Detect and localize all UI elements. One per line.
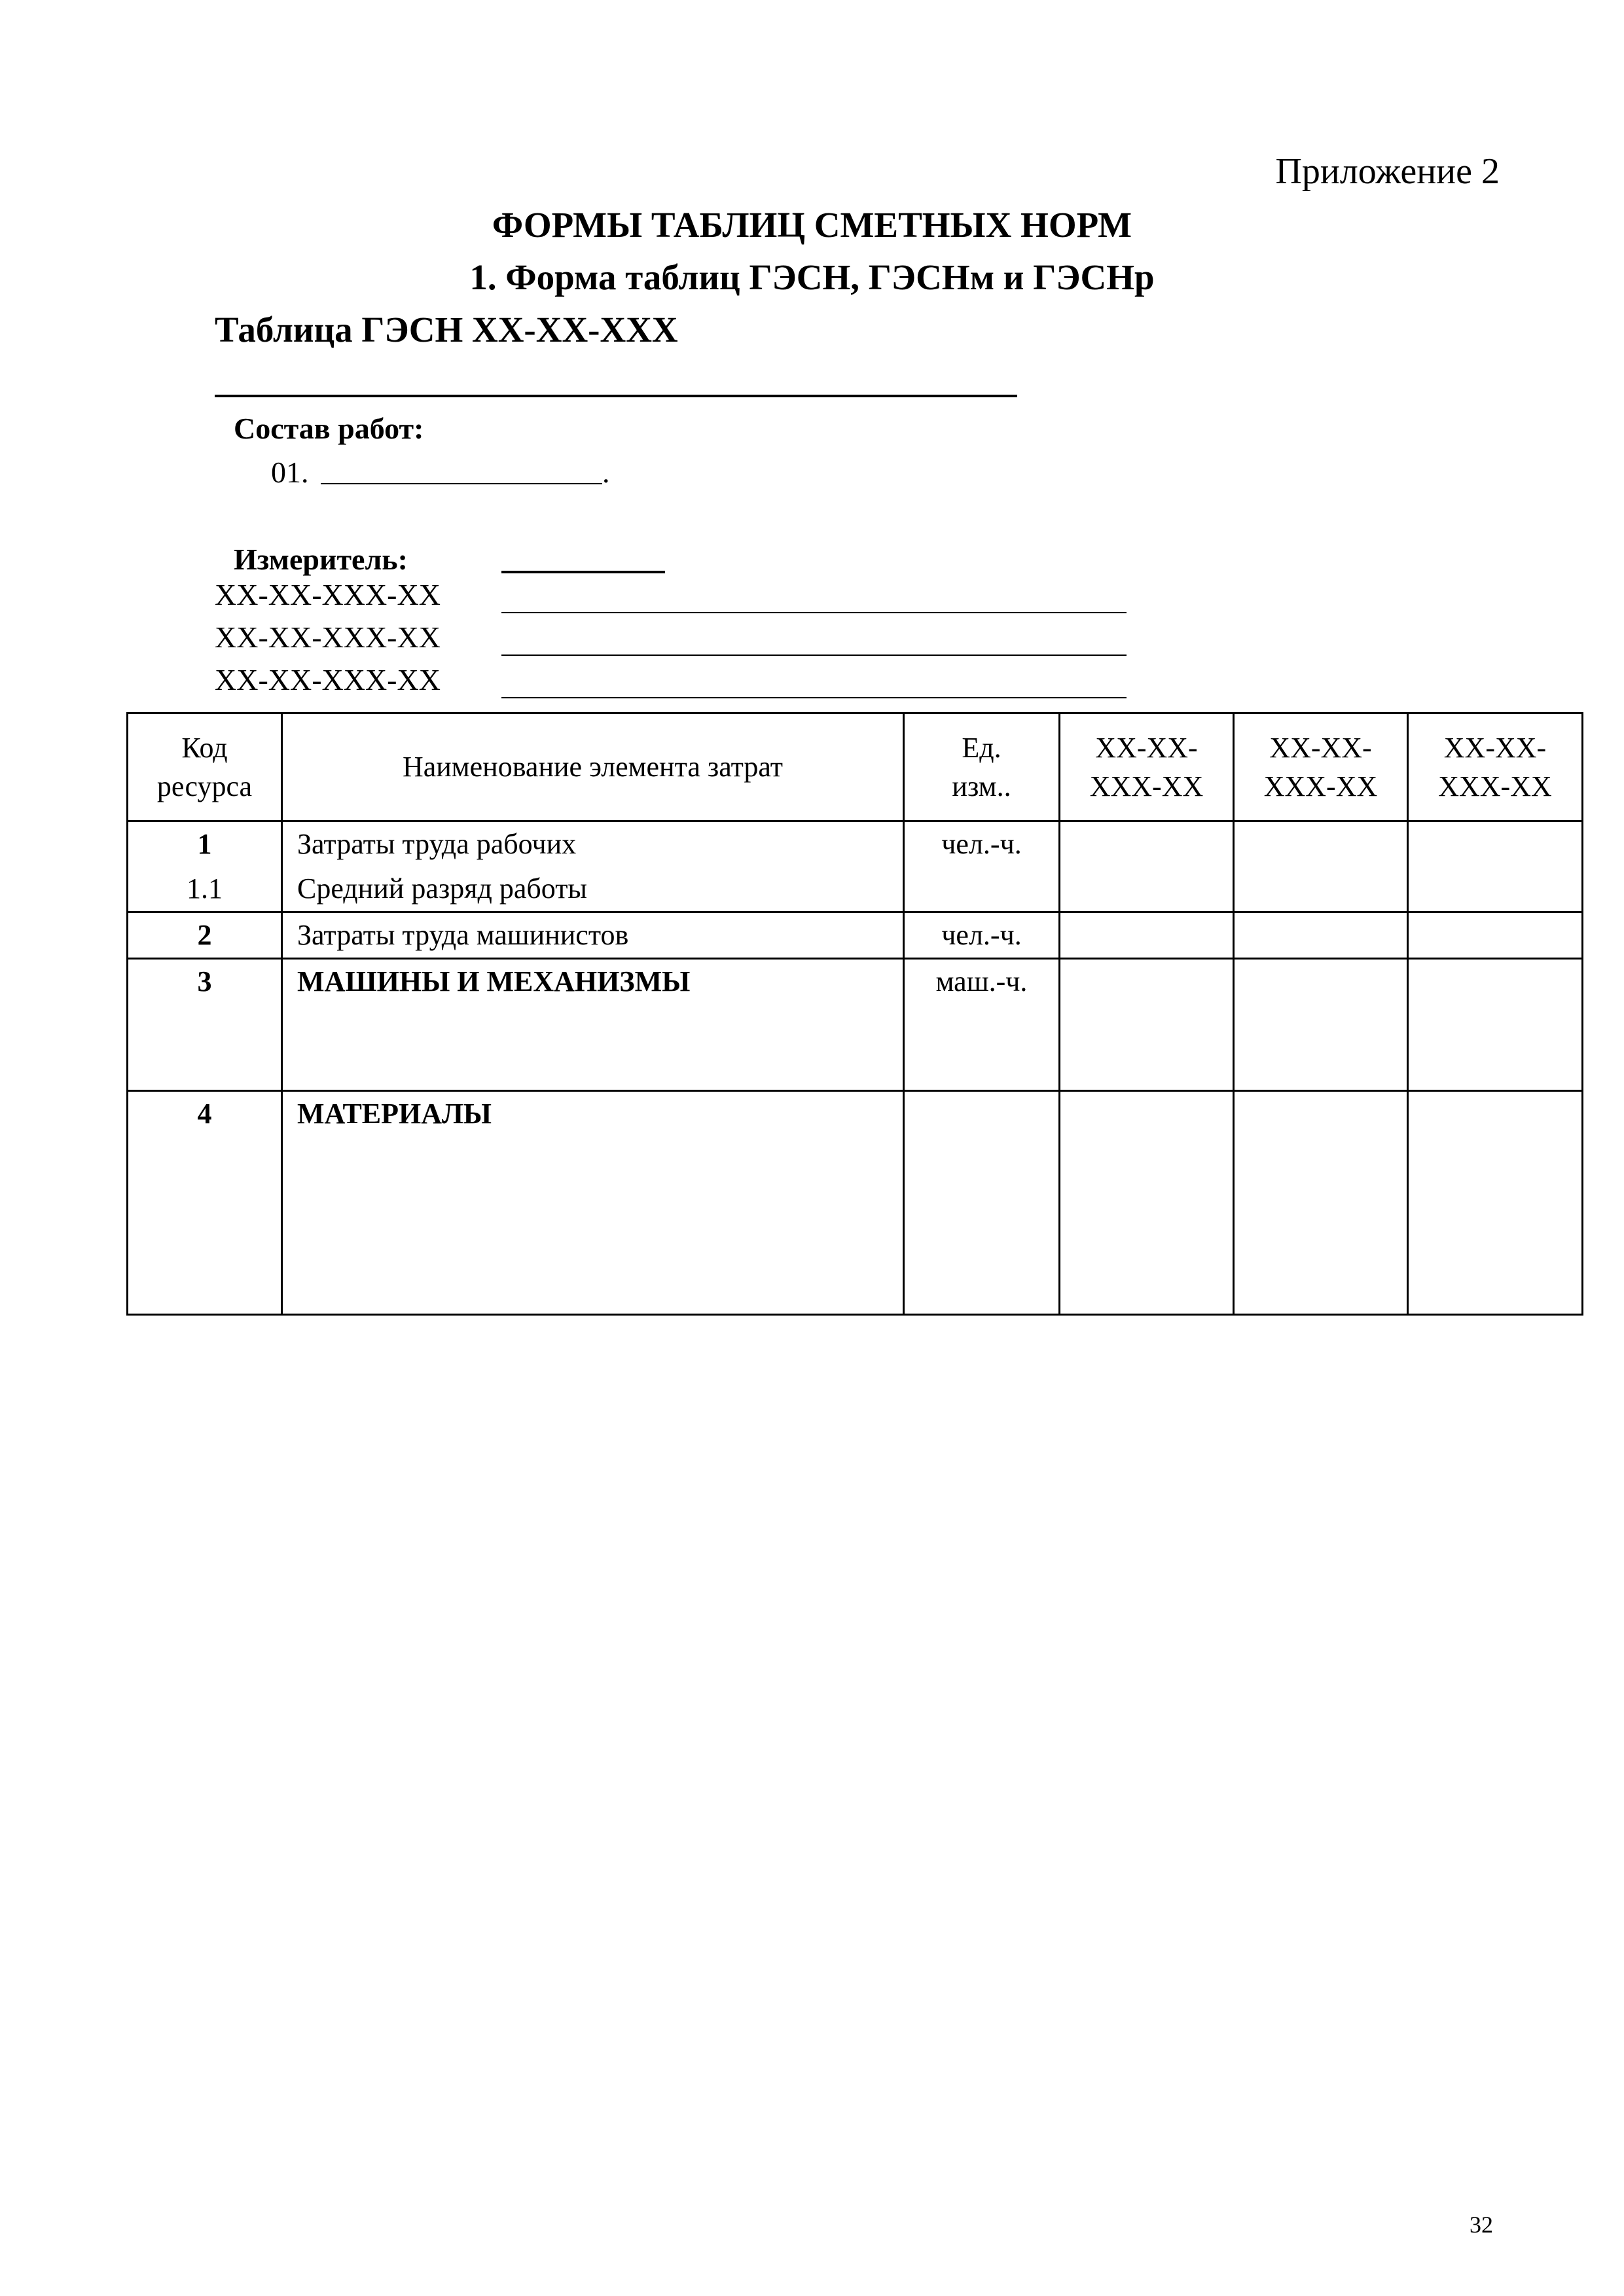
row-code: 1	[197, 828, 212, 860]
header-norm-b-line2: XXX-XX	[1263, 770, 1378, 802]
header-norm-code-a	[1060, 713, 1234, 821]
row-unit-cell	[904, 912, 1060, 959]
norms-table	[126, 712, 1583, 1316]
meter-code: XX-XX-XXX-XX	[215, 620, 441, 654]
row-unit-cell	[904, 959, 1060, 1091]
row-unit-cell	[904, 821, 1060, 912]
row-code-cell	[128, 959, 282, 1091]
header-norm-b-line1: XX-XX-	[1269, 731, 1372, 764]
row-unit: чел.-ч.	[941, 919, 1022, 951]
header-unit	[904, 713, 1060, 821]
row-unit: маш.-ч.	[935, 965, 1028, 997]
row-code-cell	[128, 912, 282, 959]
row-value-cell	[1408, 959, 1583, 1091]
header-unit-line2: изм..	[952, 770, 1011, 802]
header-norm-a-line2: XXX-XX	[1089, 770, 1204, 802]
row-name: МАТЕРИАЛЫ	[297, 1098, 492, 1130]
row-name-cell	[282, 1091, 904, 1315]
meter-label: Измеритель:	[234, 543, 408, 576]
row-code: 3	[197, 965, 212, 997]
title-underline	[215, 395, 1017, 397]
table-header-row	[128, 713, 1583, 821]
header-resource-code	[128, 713, 282, 821]
row-value-cell	[1234, 1091, 1408, 1315]
meter-code: XX-XX-XXX-XX	[215, 578, 441, 611]
header-name-text: Наименование элемента затрат	[402, 751, 784, 783]
row-unit	[905, 1092, 1058, 1136]
header-norm-c-line1: XX-XX-	[1443, 731, 1547, 764]
table-row	[128, 912, 1583, 959]
appendix-label: Приложение 2	[1275, 151, 1500, 192]
row-name-cell	[282, 912, 904, 959]
row-value-cell	[1060, 1091, 1234, 1315]
row-code: 2	[197, 919, 212, 951]
row-unit: чел.-ч.	[941, 828, 1022, 860]
row-name: Затраты труда машинистов	[297, 919, 629, 951]
row-name: МАШИНЫ И МЕХАНИЗМЫ	[297, 965, 691, 997]
header-norm-a-line1: XX-XX-	[1095, 731, 1198, 764]
header-unit-line1: Ед.	[962, 731, 1001, 764]
header-cost-element-name	[282, 713, 904, 821]
row-code-cell	[128, 821, 282, 912]
header-code-line2: ресурса	[156, 770, 253, 802]
header-norm-code-b	[1234, 713, 1408, 821]
meter-code-blank	[501, 655, 1127, 656]
row-value-cell	[1234, 912, 1408, 959]
meter-blank	[501, 571, 665, 573]
table-title: Таблица ГЭСН XX-XX-XXX	[215, 310, 678, 350]
row-subcode: 1.1	[187, 872, 223, 905]
table-row	[128, 821, 1583, 912]
row-name-cell	[282, 821, 904, 912]
meter-code-blank	[501, 697, 1127, 698]
composition-label: Состав работ:	[234, 412, 424, 445]
header-code-line1: Код	[181, 731, 228, 764]
header-norm-c-line2: XXX-XX	[1438, 770, 1552, 802]
row-value-cell	[1234, 959, 1408, 1091]
row-code: 4	[197, 1098, 212, 1130]
document-title: ФОРМЫ ТАБЛИЦ СМЕТНЫХ НОРМ	[492, 205, 1132, 245]
row-value-cell	[1060, 912, 1234, 959]
row-unit-cell	[904, 1091, 1060, 1315]
row-subname: Средний разряд работы	[297, 872, 587, 905]
composition-item-end: .	[602, 456, 610, 489]
document-subtitle: 1. Форма таблиц ГЭСН, ГЭСНм и ГЭСНр	[469, 257, 1155, 297]
row-value-cell	[1060, 959, 1234, 1091]
composition-item-blank	[321, 483, 602, 484]
page-number: 32	[1470, 2212, 1493, 2238]
header-norm-code-c	[1408, 713, 1583, 821]
table-row	[128, 959, 1583, 1091]
row-value-cell	[1408, 912, 1583, 959]
row-value-cell	[1234, 821, 1408, 912]
row-code-cell	[128, 1091, 282, 1315]
row-name: Затраты труда рабочих	[297, 828, 577, 860]
table-row	[128, 1091, 1583, 1315]
meter-code: XX-XX-XXX-XX	[215, 663, 441, 696]
meter-code-blank	[501, 612, 1127, 613]
row-value-cell	[1408, 1091, 1583, 1315]
composition-item-number: 01.	[271, 456, 309, 489]
row-name-cell	[282, 959, 904, 1091]
row-value-cell	[1408, 821, 1583, 912]
row-value-cell	[1060, 821, 1234, 912]
